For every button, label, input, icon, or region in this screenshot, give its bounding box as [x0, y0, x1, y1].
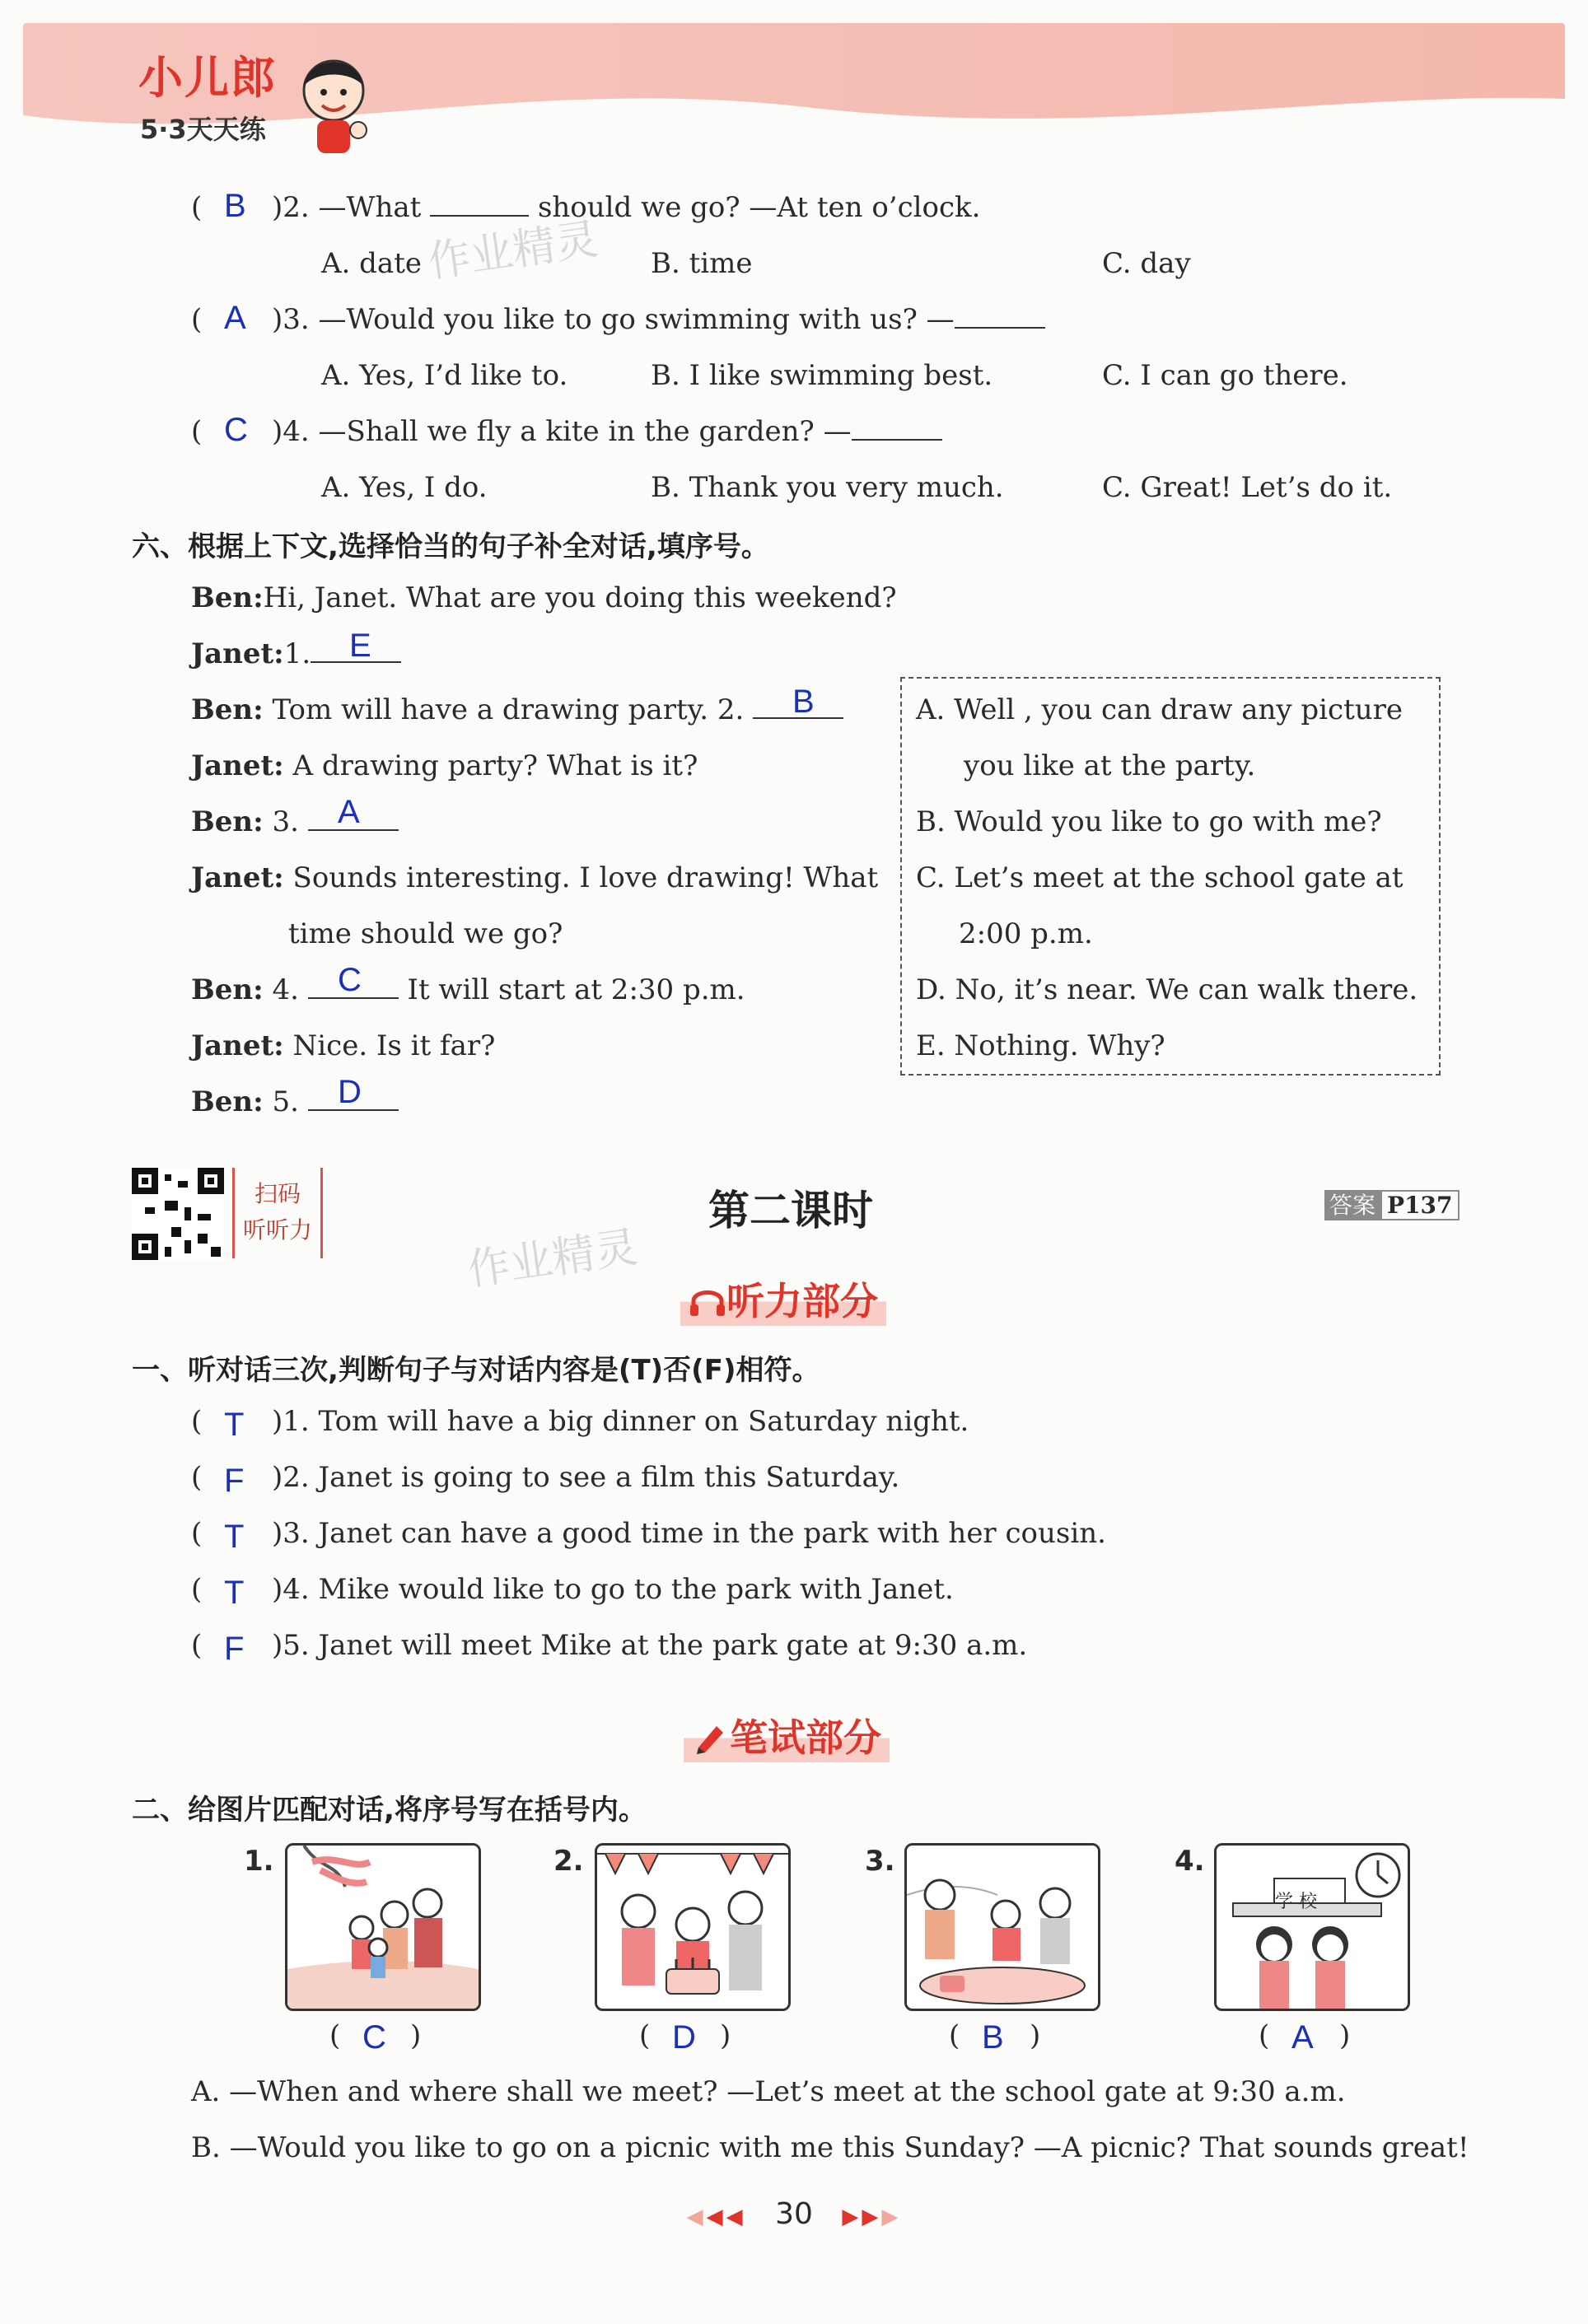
left-arrows-icon: ◀◀◀ — [686, 2205, 746, 2229]
answer-mark: F — [224, 1631, 245, 1667]
dialogue-line-10 — [191, 1085, 399, 1118]
dialogue-text: It will start at 2:30 p.m. — [407, 973, 745, 1006]
question-number: )4. — [272, 415, 310, 448]
watermark: 作业精灵 — [464, 1222, 641, 1296]
dialogue-line-1 — [191, 581, 897, 614]
option-b: B. Thank you very much. — [651, 471, 1004, 504]
birthday-party-illustration — [597, 1846, 788, 2009]
speaker: Ben: — [191, 693, 264, 726]
answer-tag: 答案 — [1324, 1190, 1380, 1220]
qr-code-icon[interactable] — [132, 1168, 224, 1260]
dialogue-text: Tom will have a drawing party. — [272, 693, 709, 726]
question-text: —Shall we fly a kite in the garden? — — [318, 415, 852, 448]
brand-logo: 小儿郎 — [138, 52, 277, 104]
picture-1 — [285, 1843, 481, 2011]
blank-number: 2. — [717, 693, 745, 726]
dialogue-text: A drawing party? What is it? — [292, 749, 698, 782]
item-text: Janet will meet Mike at the park gate at 9:30 a.m. — [318, 1629, 1028, 1662]
listen-text: 听听力 — [242, 1216, 312, 1244]
answer-mark: T — [224, 1575, 245, 1611]
school-gate-illustration — [1217, 1846, 1408, 2009]
answer-mark: B — [792, 684, 815, 720]
picture-number: 1. — [244, 1845, 274, 1878]
pencil-icon — [692, 1720, 730, 1754]
dialogue-line-7: time should we go? — [288, 917, 563, 950]
page-number-footer — [0, 2197, 1588, 2231]
answer-mark: A — [224, 300, 246, 336]
picture-number: 4. — [1175, 1845, 1205, 1878]
blank-number: 5. — [272, 1085, 299, 1118]
question-number: )2. — [272, 191, 310, 224]
listening-part-title — [680, 1272, 886, 1326]
option-c-line1: C. Let’s meet at the school gate at — [916, 861, 1404, 894]
part-title-text: 笔试部分 — [730, 1715, 881, 1760]
picnic-illustration — [907, 1846, 1098, 2009]
answer-mark: T — [224, 1519, 245, 1555]
listening-title: 一、听对话三次,判断句子与对话内容是(T)否(F)相符。 — [132, 1354, 820, 1387]
beach-family-illustration — [287, 1846, 479, 2009]
question-text: —Would you like to go swimming with us? — — [318, 303, 955, 336]
option-b: B. I like swimming best. — [651, 359, 993, 392]
option-b: B. Would you like to go with me? — [916, 805, 1382, 838]
speaker: Janet: — [191, 749, 284, 782]
answer-mark: F — [224, 1463, 245, 1499]
dialogue-text: Sounds interesting. I love drawing! What — [292, 861, 879, 894]
item-number: )1. — [272, 1405, 310, 1438]
item-text: Tom will have a big dinner on Saturday night. — [318, 1405, 969, 1438]
answer-mark: E — [349, 628, 371, 664]
scan-text: 扫码 — [254, 1180, 301, 1207]
picture-number: 3. — [865, 1845, 895, 1878]
mascot-icon — [292, 49, 375, 156]
section-6-title: 六、根据上下文,选择恰当的句子补全对话,填序号。 — [132, 530, 769, 563]
option-c-line2: 2:00 p.m. — [959, 917, 1093, 950]
dialogue-text: Nice. Is it far? — [292, 1029, 496, 1062]
option-c: C. day — [1102, 247, 1191, 280]
picture-number: 2. — [553, 1845, 584, 1878]
option-a: A. Yes, I do. — [321, 471, 488, 504]
picture-3 — [904, 1843, 1100, 2011]
item-text: Mike would like to go to the park with Janet. — [318, 1573, 954, 1606]
watermark: 作业精灵 — [424, 214, 601, 288]
writing-title: 二、给图片匹配对话,将序号写在括号内。 — [132, 1794, 647, 1827]
dialogue-line-5 — [191, 805, 399, 838]
question-number: )3. — [272, 303, 310, 336]
dialogue-line-3 — [191, 693, 843, 726]
question-text: —What — [318, 191, 422, 224]
option-a: A. date — [321, 247, 422, 280]
writing-part-title — [684, 1708, 890, 1762]
dialogue-line-4 — [191, 749, 698, 782]
picture-2 — [595, 1843, 791, 2011]
part-title-text: 听力部分 — [726, 1279, 878, 1323]
option-d: D. No, it’s near. We can walk there. — [916, 973, 1418, 1006]
headphones-icon — [689, 1283, 726, 1318]
dialogue-text: Hi, Janet. What are you doing this weekend? — [263, 581, 897, 614]
page-number: 30 — [775, 2197, 813, 2231]
option-b: B. time — [651, 247, 753, 280]
right-arrows-icon: ▶▶▶ — [842, 2205, 902, 2229]
dialogue-option-b: B. —Would you like to go on a picnic with me this Sunday? —A picnic? That sounds great! — [191, 2131, 1469, 2164]
answer-mark: D — [338, 1074, 362, 1110]
option-a: A. Yes, I’d like to. — [321, 359, 568, 392]
dialogue-option-a: A. —When and where shall we meet? —Let’s meet at the school gate at 9:30 a.m. — [191, 2075, 1346, 2108]
answer-mark: B — [982, 2019, 1004, 2056]
answer-mark: D — [672, 2019, 696, 2056]
answer-mark: A — [338, 794, 360, 830]
option-e: E. Nothing. Why? — [916, 1029, 1165, 1062]
answer-page: P137 — [1380, 1190, 1460, 1220]
item-number: )2. — [272, 1461, 310, 1494]
dialogue-line-6 — [191, 861, 878, 894]
dialogue-line-9 — [191, 1029, 495, 1062]
option-a-line1: A. Well , you can draw any picture — [916, 693, 1404, 726]
brand-subtitle: 5·3天天练 — [140, 114, 266, 145]
blank-number: 3. — [272, 805, 299, 838]
speaker: Janet: — [191, 1029, 284, 1062]
option-c: C. Great! Let’s do it. — [1102, 471, 1393, 504]
school-sign: 学 校 — [1275, 1892, 1317, 1912]
answer-mark: B — [224, 188, 246, 224]
speaker: Janet: — [191, 861, 284, 894]
option-c: C. I can go there. — [1102, 359, 1348, 392]
answer-mark: C — [362, 2019, 386, 2056]
speaker: Ben: — [191, 1085, 264, 1118]
item-number: )4. — [272, 1573, 310, 1606]
question-text-end: should we go? —At ten o’clock. — [537, 191, 981, 224]
answer-mark: C — [224, 412, 248, 448]
answer-mark: C — [338, 962, 362, 998]
answer-reference — [1324, 1188, 1460, 1220]
speaker: Janet: — [191, 637, 284, 670]
dialogue-line-8 — [191, 973, 745, 1006]
item-number: )5. — [272, 1629, 310, 1662]
picture-4 — [1214, 1843, 1410, 2011]
lesson-title: 第二课时 — [708, 1187, 873, 1234]
item-text: Janet is going to see a film this Saturday. — [318, 1461, 900, 1494]
answer-mark: T — [224, 1407, 245, 1443]
speaker: Ben: — [191, 973, 264, 1006]
item-number: )3. — [272, 1517, 310, 1550]
blank-number: 1. — [283, 637, 311, 670]
item-text: Janet can have a good time in the park with her cousin. — [318, 1517, 1106, 1550]
blank-number: 4. — [272, 973, 299, 1006]
scan-to-listen-label — [232, 1168, 323, 1258]
speaker: Ben: — [191, 581, 264, 614]
option-a-line2: you like at the party. — [964, 749, 1256, 782]
answer-mark: A — [1291, 2019, 1314, 2056]
speaker: Ben: — [191, 805, 264, 838]
